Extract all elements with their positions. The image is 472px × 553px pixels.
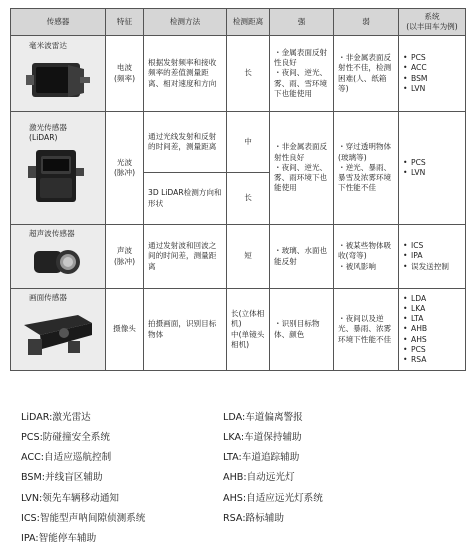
legend-item: LKA:车道保持辅助 (223, 432, 302, 443)
legend-item: BSM:并线盲区辅助 (21, 472, 103, 483)
header-strong: 强 (270, 9, 334, 36)
strong-point: ・夜间、逆光、雾、雨环境下也能使用 (274, 162, 328, 193)
legend-item: PCS:防碰撞安全系统 (21, 432, 110, 443)
weak-point: ・夜间以及逆光、暴雨、浓雾环境下性能不佳 (338, 314, 392, 344)
table-row (11, 225, 466, 289)
sensor-name: 画面传感器 (29, 292, 67, 302)
table-row (11, 36, 466, 112)
strong-point: ・识别目标物体、颜色 (274, 319, 320, 339)
system-item: • RSA (403, 355, 461, 365)
sensor-name: 毫米波雷达 (29, 40, 67, 50)
system-cell (399, 289, 466, 371)
distance-cell: 长 (227, 173, 270, 225)
weak-point: ・穿过透明物体(玻璃等) (338, 142, 392, 162)
sensor-cell (11, 225, 106, 289)
strong-point: ・玻璃、水面也能反射 (274, 246, 328, 266)
sensor-name: 激光传感器 (LiDAR) (29, 123, 67, 143)
system-item: • AHB (403, 324, 461, 334)
legend-item: LiDAR:激光雷达 (21, 412, 91, 423)
header-distance: 检测距离 (227, 9, 270, 36)
feature-text: 摄像头 (113, 324, 136, 334)
system-item: • IPA (403, 251, 461, 261)
method-cell: 3D LiDAR检测方向和形状 (144, 173, 227, 225)
weak-cell (334, 225, 399, 289)
weak-cell (334, 36, 399, 112)
feature-cell (106, 112, 144, 225)
strong-cell (270, 289, 334, 371)
system-item: • 误发送控制 (403, 262, 461, 272)
distance-cell: 短 (227, 225, 270, 289)
distance-cell: 中 (227, 112, 270, 173)
distance-cell: 长 (227, 36, 270, 112)
weak-cell (334, 112, 399, 225)
sensor-name: 超声波传感器 (29, 228, 75, 238)
system-cell (399, 36, 466, 112)
strong-point: ・金属表面反射性良好 (274, 47, 328, 68)
system-list (403, 53, 461, 94)
method-cell: 通过发射波和回波之间的时间差，测量距离 (144, 225, 227, 289)
feature-cell (106, 225, 144, 289)
system-item: • PCS (403, 345, 461, 355)
sensor-comparison-table (10, 8, 466, 371)
weak-point: ・被某些物体吸收(弯等) (338, 241, 392, 261)
legend-item: ACC:自适应巡航控制 (21, 452, 112, 463)
strong-cell (270, 112, 334, 225)
system-cell (399, 112, 466, 225)
strong-point: ・非金属表面反射性良好 (274, 142, 328, 162)
system-list (403, 241, 461, 272)
header-sensor: 传感器 (11, 9, 106, 36)
system-item: • LKA (403, 304, 461, 314)
method-cell: 通过光线发射和反射的时间差，测量距离 (144, 112, 227, 173)
system-item: • LTA (403, 314, 461, 324)
header-feature: 特征 (106, 9, 144, 36)
legend-item: IPA:智能停车辅助 (21, 533, 97, 544)
table-row (11, 112, 466, 173)
distance-text: 长(立体相机) 中(单镜头相机) (231, 309, 265, 349)
legend-item: LDA:车道偏离警报 (223, 412, 303, 423)
feature-text: 光波 (脉冲) (113, 157, 136, 177)
lidar-sensor-image (18, 146, 98, 210)
legend-item: AHS:自适应远光灯系统 (223, 493, 323, 504)
header-system: 系统 (以丰田车为例) (399, 9, 466, 36)
system-cell (399, 225, 466, 289)
system-item: • ACC (403, 63, 461, 73)
system-list (403, 294, 461, 366)
system-item: • BSM (403, 74, 461, 84)
feature-text: 声波 (脉冲) (113, 246, 136, 266)
method-cell: 拍摄画面，识别目标物体 (144, 289, 227, 371)
system-item: • LDA (403, 294, 461, 304)
sensor-cell (11, 36, 106, 112)
weak-cell (334, 289, 399, 371)
header-weak: 弱 (334, 9, 399, 36)
feature-text: 电波 (频率) (113, 63, 136, 83)
feature-cell (106, 36, 144, 112)
legend-item: LTA:车道追踪辅助 (223, 452, 300, 463)
header-method: 检测方法 (144, 9, 227, 36)
camera-sensor-image (18, 305, 98, 363)
method-cell: 根据发射频率和接收频率的差值测量距离、相对速度和方向 (144, 36, 227, 112)
system-list (403, 158, 461, 179)
sensor-cell (11, 289, 106, 371)
table-row (11, 289, 466, 371)
strong-cell (270, 225, 334, 289)
system-item: • LVN (403, 84, 461, 94)
weak-point: ・被风影响 (338, 261, 376, 271)
system-item: • PCS (403, 158, 461, 168)
feature-cell (106, 289, 144, 371)
legend-item: LVN:领先车辆移动通知 (21, 493, 120, 504)
legend-item: AHB:自动远光灯 (223, 472, 295, 483)
system-item: • ICS (403, 241, 461, 251)
weak-point: ・非金属表面反射性不佳，检测困难(人、纸箱等) (338, 53, 392, 93)
system-item: • AHS (403, 335, 461, 345)
sensor-cell (11, 112, 106, 225)
radar-sensor-image (18, 53, 98, 103)
system-item: • PCS (403, 53, 461, 63)
distance-cell (227, 289, 270, 371)
strong-point: ・夜间、逆光、雾、雨、雪环境下也能使用 (274, 68, 328, 98)
system-item: • LVN (403, 168, 461, 178)
legend-item: RSA:路标辅助 (223, 513, 284, 524)
legend-item: ICS:智能型声呐间隙侦测系统 (21, 513, 146, 524)
table-header-row (11, 9, 466, 36)
strong-cell (270, 36, 334, 112)
ultrasonic-sensor-image (18, 241, 98, 281)
weak-point: ・逆光、暴雨、暴雪及浓雾环境下性能不佳 (338, 162, 392, 193)
